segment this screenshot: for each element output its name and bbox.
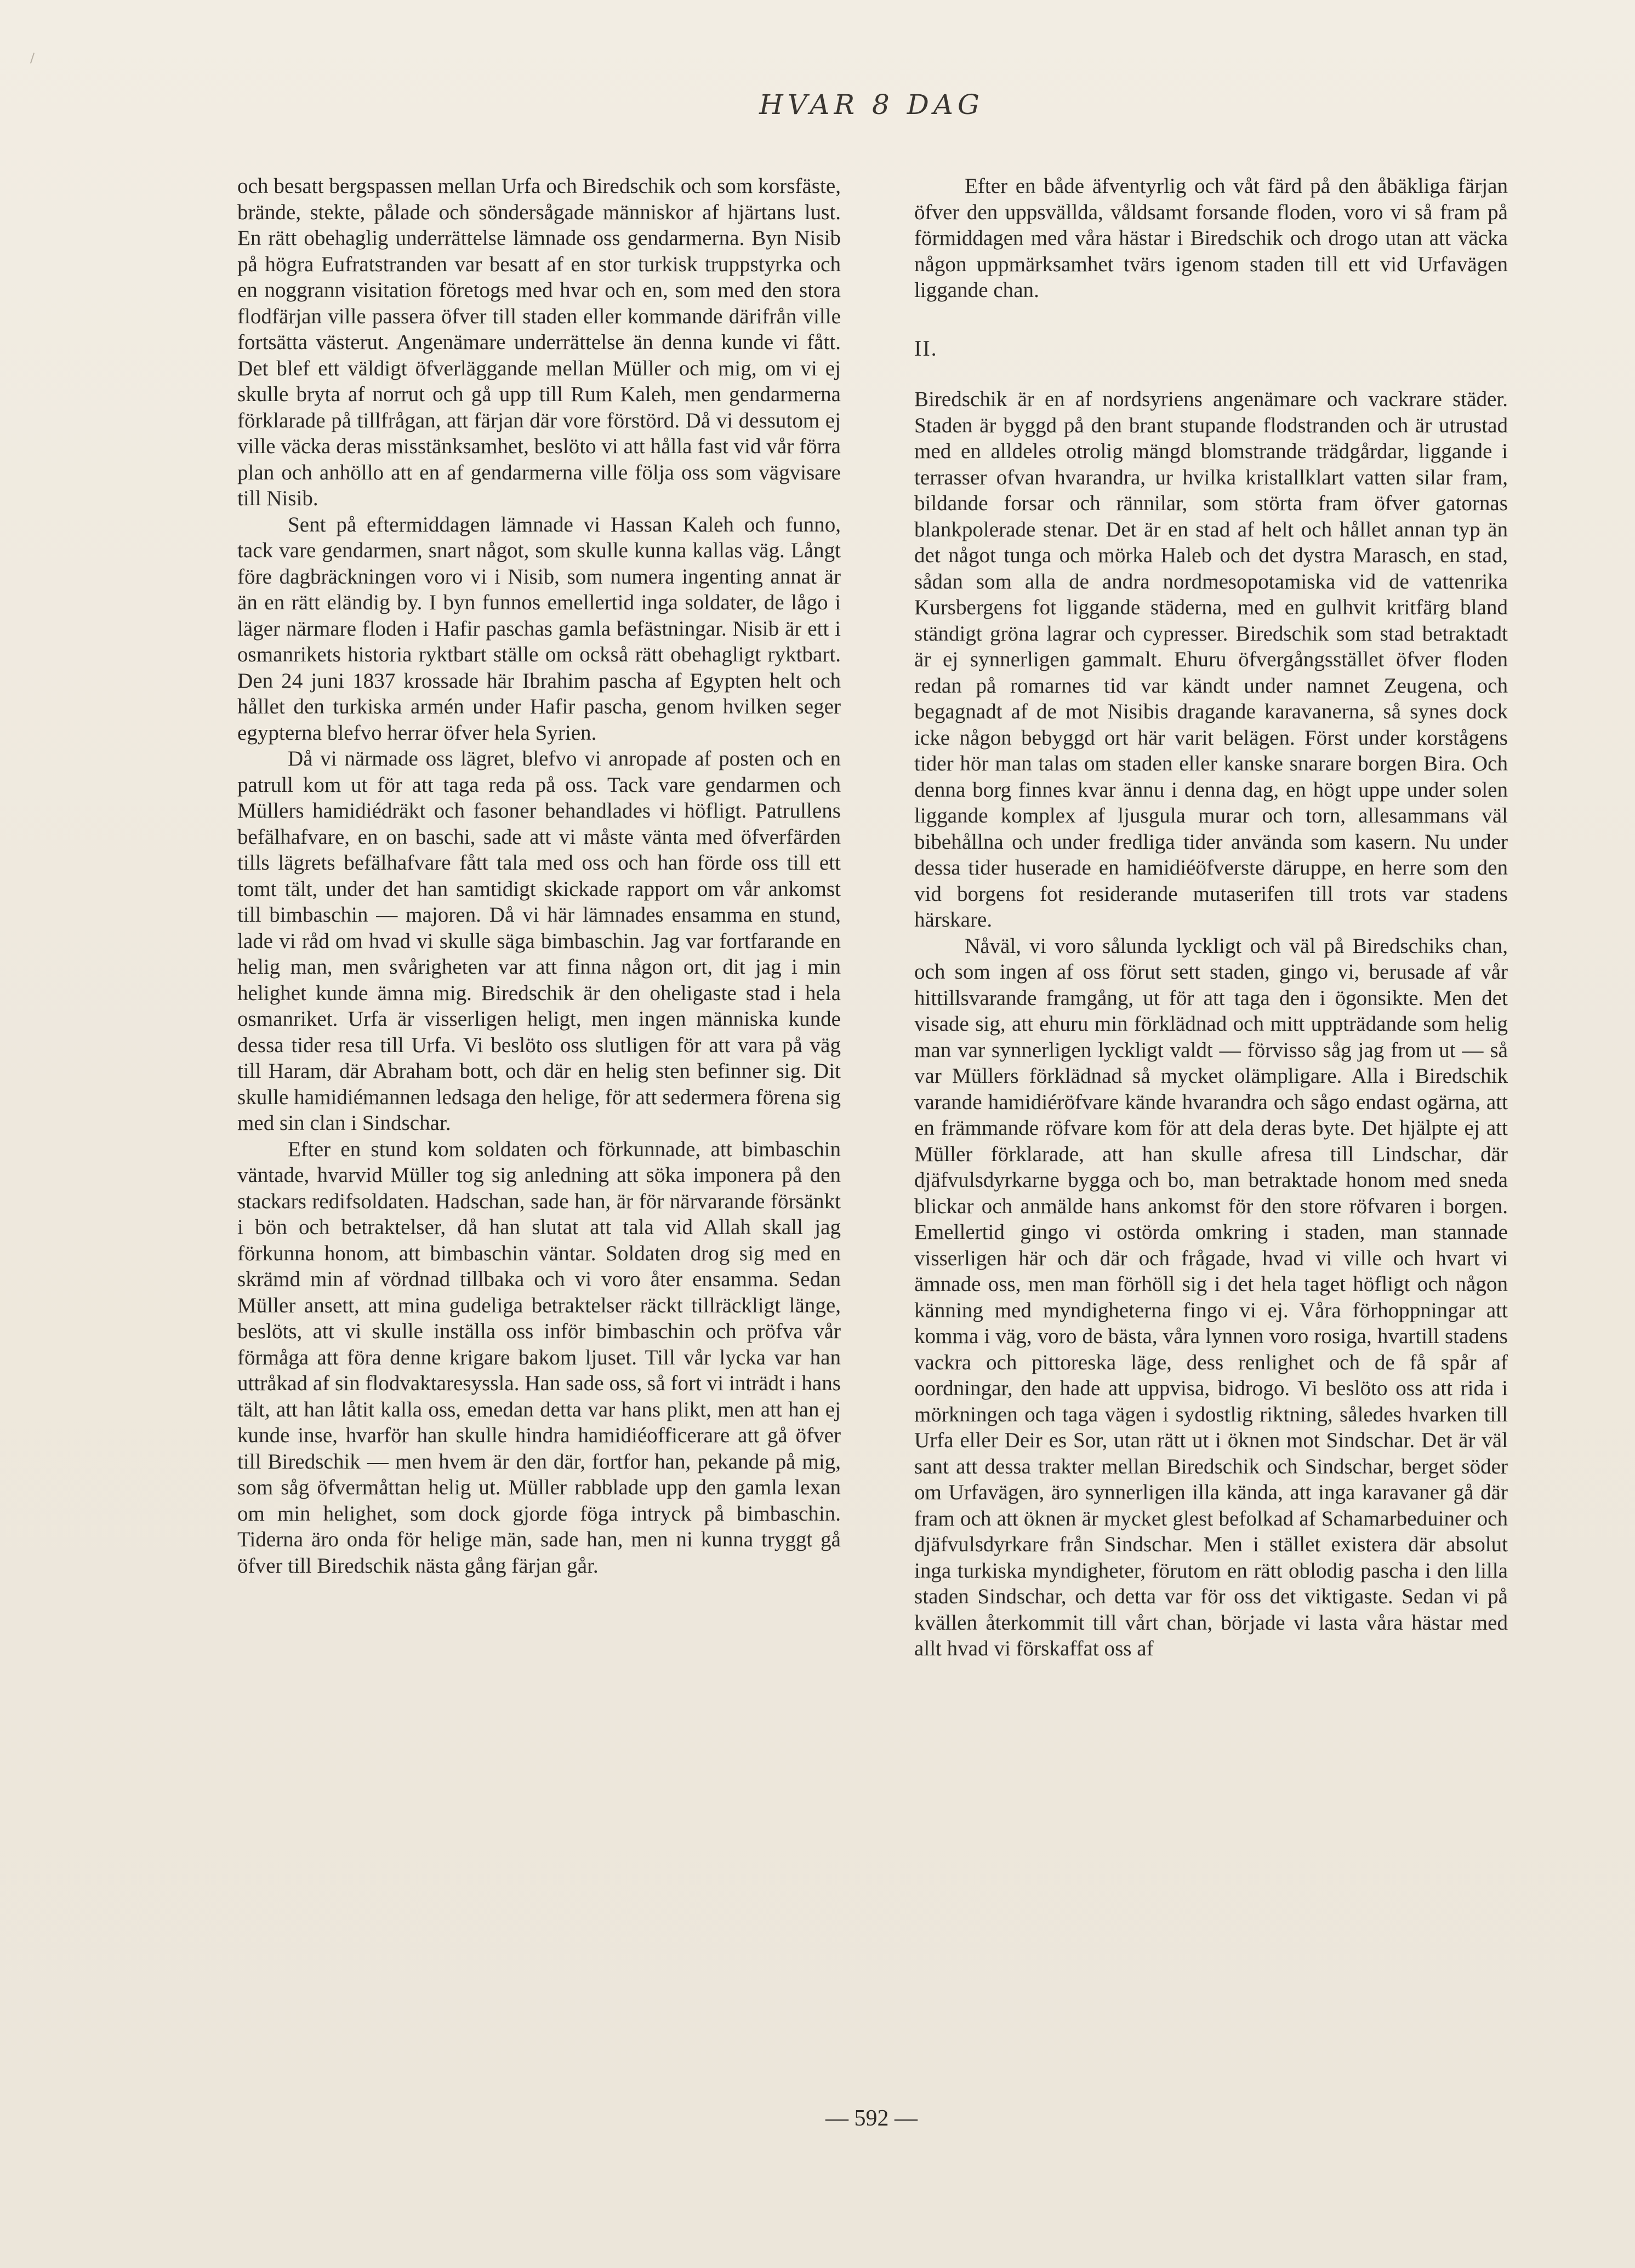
margin-mark xyxy=(30,53,35,64)
paragraph: och besatt bergspassen mellan Urfa och Biredschik och som korsfäste, brände, stekte, pålade och söndersågade människor af hjärtans lust. En rätt obehaglig underrättelse lämnade oss gendarmerna. Byn Nisib på högra Eufratstranden var besatt af en stor turkisk truppstyrka och en noggrann visitation företogs med hvar och en, som med den stora flodfärjan ville passera öfver till staden eller kommande därifrån ville fortsätta västerut. Angenämare underrättelse än denna kunde vi fått. Det blef ett väldigt öfverläggande mellan Müller och mig, om vi ej skulle bryta af norrut och gå upp till Rum Kaleh, men gendarmerna förklarade på tillfrågan, att färjan där vore förstörd. Då vi dessutom ej ville väcka deras misstänksamhet, beslöto vi att hålla fast vid vår förra plan och anhöllo att en af gendarmerna ville följa oss som vägvisare till Nisib. xyxy=(237,174,841,510)
left-column xyxy=(237,173,841,1579)
paragraph: Då vi närmade oss lägret, blefvo vi anropade af posten och en patrull kom ut för att taga reda på oss. Tack vare gendarmen och Müllers hamidiédräkt och fasoner behandlades vi höfligt. Patrullens befälhafvare, en on baschi, sade att vi måste vänta med öfverfärden tills lägrets befälhafvare fått tala med oss och han förde oss till ett tomt tält, under det han samtidigt skickade rapport om vår ankomst till bimbaschin — majoren. Då vi här lämnades ensamma en stund, lade vi råd om hvad vi skulle säga bimbaschin. Jag var fortfarande en helig man, men svårigheten var att finna någon ort, dit jag i min helighet kunde ämna mig. Biredschik är den oheligaste stad i hela osmanriket. Urfa är visserligen heligt, men ingen människa kunde dessa tider resa till Urfa. Vi beslöto oss slutligen för att vara på väg till Haram, där Abraham bott, och där en helig sten befinner sig. Dit skulle hamidiémannen ledsaga den helige, för att sedermera förena sig med sin clan i Sindschar. xyxy=(237,747,841,1135)
running-header: HVAR 8 DAG xyxy=(759,89,984,121)
paragraph: Sent på eftermiddagen lämnade vi Hassan Kaleh och funno, tack vare gendarmen, snart något, som skulle kunna kallas väg. Långt före dagbräckningen voro vi i Nisib, som numera ingenting annat är än en rätt eländig by. I byn funnos emellertid inga soldater, de lågo i läger närmare floden i Hafir paschas gamla befästningar. Nisib är ett i osmanrikets historia ryktbart ställe om också rätt obehagligt ryktbart. Den 24 juni 1837 krossade här Ibrahim pascha af Egypten helt och hållet den turkiska armén under Hafir pascha, genom hvilken seger egypterna blefvo herrar öfver hela Syrien. xyxy=(237,512,841,745)
section-heading: II. xyxy=(914,335,938,361)
paragraph: Biredschik är en af nordsyriens angenämare och vackrare städer. Staden är byggd på den brant stupande flodstranden och är utrustad med en alldeles otrolig mängd blomstrande trädgårdar, liggande i terrasser ofvan hvarandra, ur hvilka kristallklart vatten silar fram, bildande forsar och rännilar, som störta fram öfver gatornas blankpolerade stenar. Det är en stad af helt och hållet annan typ än det något tunga och mörka Haleb och det dystra Marasch, en stad, sådan som alla de andra nordmesopotamiska vid de vattenrika Kursbergens fot liggande städerna, med en gulhvit kritfärg bland ständigt gröna lagrar och cypresser. Biredschik som stad betraktadt är ej synnerligen gammalt. Ehuru öfvergångsstället öfver floden redan på romarnes tid var kändt under namnet Zeugena, och begagnadt af de mot Nisibis dragande karavanerna, så synes dock icke någon bebyggd ort här varit belägen. Först under korstågens tider hör man talas om staden eller kanske snarare borgen Bira. Och denna borg finnes kvar ännu i denna dag, en högt uppe under solen liggande komplex af ljusgula murar och torn, allesammans väl bibehållna och under fredliga tider använda som kasern. Nu under dessa tider huserade en hamidiéöfverste däruppe, en herre som den vid borgens fot residerande mutaserifen till trots var stadens härskare. xyxy=(914,387,1508,932)
paragraph: Efter en stund kom soldaten och förkunnade, att bimbaschin väntade, hvarvid Müller tog sig anledning att söka imponera på den stackars redifsoldaten. Hadschan, sade han, är för närvarande försänkt i bön och betraktelser, då han slutat att tala vid Allah skall jag förkunna honom, att bimbaschin väntar. Soldaten drog sig med en skrämd min af vördnad tillbaka och vi voro åter ensamma. Sedan Müller ansett, att mina gudeliga betraktelser räckt tillräckligt länge, beslöts, att vi skulle inställa oss inför bimbaschin och pröfva vår förmåga att föra denne krigare bakom ljuset. Till vår lycka var han uttråkad af sin flodvaktaresyssla. Han sade oss, så fort vi inträdt i hans tält, att han låtit kalla oss, emedan detta var hans plikt, men att han ej kunde inse, hvarför han skulle hindra hamidiéofficerare att gå öfver till Biredschik — men hvem är den där, fortfor han, pekande på mig, som såg öfvermåttan helig ut. Müller rabblade upp den gamla lexan om min helighet, som dock gjorde föga intryck på bimbaschin. Tiderna äro onda för helige män, sade han, men ni kunna tryggt gå öfver till Biredschik nästa gång färjan går. xyxy=(237,1137,841,1578)
paragraph: Nåväl, vi voro sålunda lyckligt och väl på Biredschiks chan, och som ingen af oss förut sett staden, gingo vi, berusade af vår hittillsvarande framgång, ut för att taga den i ögonsikte. Men det visade sig, att ehuru min förklädnad och mitt uppträdande som helig man var synnerligen lyckligt valdt — förvisso såg jag from ut — så var Müllers förklädnad så mycket olämpligare. Alla i Biredschik varande hamidiéröfvare kände hvarandra och sågo endast ogärna, att en främmande röfvare kom för att dela deras byte. Det hjälpte ej att Müller förklarade, att han skulle afresa till Lindschar, där djäfvulsdyrkarne bygga och bo, man betraktade honom med sneda blickar och anmälde hans ankomst för den store röfvaren i borgen. Emellertid gingo vi ostörda omkring i staden, man stannade visserligen här och där och frågade, hvad vi ville och hvart vi ämnade oss, men man förhöll sig i det hela taget höfligt och någon känning med myndigheterna fingo vi ej. Våra förhoppningar att komma i väg, voro de bästa, våra lynnen voro rosiga, hvartill stadens vackra och pittoreska läge, dess renlighet och de få spår af oordningar, den hade att uppvisa, bidrogo. Vi beslöto oss att rida i mörkningen och taga vägen i sydostlig riktning, således hvarken till Urfa eller Deir es Sor, utan rätt ut i öknen mot Sindschar. Det är väl sant att dessa trakter mellan Biredschik och Sindschar, berget söder om Urfavägen, äro synnerligen illa kända, att inga karavaner gå där fram och att öknen är mycket glest befolkad af Schamarbeduiner och djäfvulsdyrkare från Sindschar. Men i stället existera där absolut inga turkiska myndigheter, förutom en rätt oblodig pascha i den lilla staden Sindschar, och detta var för oss det viktigaste. Sedan vi på kvällen återkommit till vårt chan, började vi lasta våra hästar med allt hvad vi förskaffat oss af xyxy=(914,934,1508,1660)
page-number: — 592 — xyxy=(825,2106,918,2131)
paragraph: Efter en både äfventyrlig och våt färd på den åbäkliga färjan öfver den uppsvällda, våldsamt forsande floden, voro vi så fram på förmiddagen med våra hästar i Biredschik och drogo utan att väcka någon uppmärksamhet tvärs igenom staden till ett vid Urfavägen liggande chan. xyxy=(914,174,1508,302)
right-column xyxy=(914,173,1508,1662)
